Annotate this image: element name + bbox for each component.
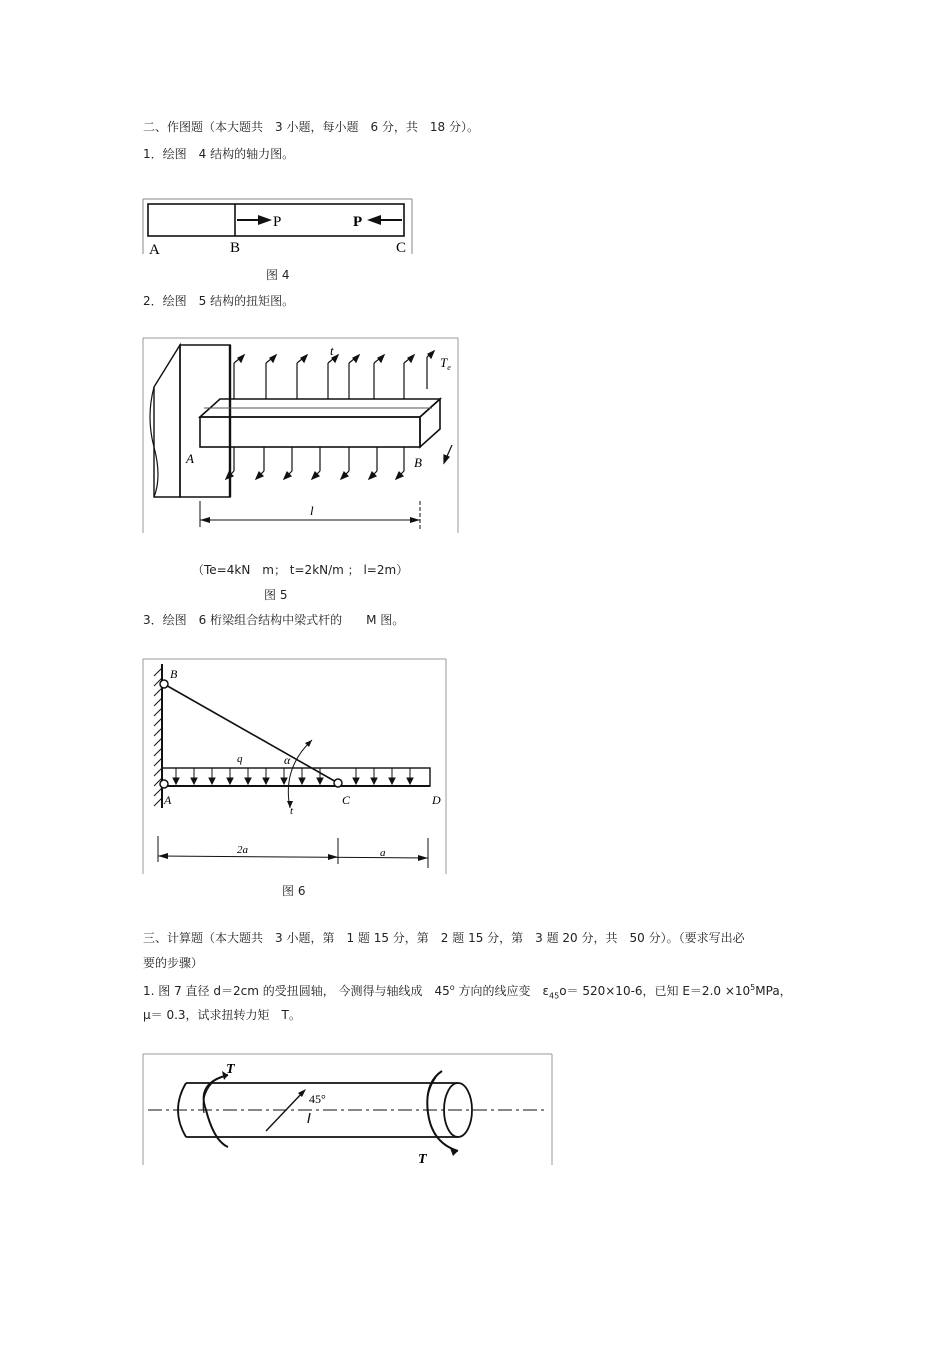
dim-a: a	[380, 847, 386, 859]
figure-6	[142, 658, 450, 878]
figure-4-caption: 图 4	[266, 268, 290, 282]
label-a: A	[149, 242, 160, 258]
section-3-heading: 三、计算题（本大题共 3 小题，第 1 题 15 分，第 2 题 15 分，第 3 题 20 分，共 50 分）。（要求写出必	[143, 931, 745, 945]
figure-4	[140, 196, 420, 260]
label-d: D	[432, 793, 441, 807]
figure-5-params: （Te=4kN m； t=2kN/m ； l=2m）	[192, 563, 409, 577]
label-b: B	[170, 667, 178, 681]
figure-5	[142, 337, 462, 537]
label-b: B	[414, 455, 422, 470]
label-c: C	[342, 793, 351, 807]
figure-7	[142, 1053, 556, 1169]
label-l: l	[310, 503, 314, 518]
figure-5-caption: 图 5	[264, 588, 288, 602]
label-t-top: T	[226, 1062, 235, 1077]
label-t-bottom: T	[418, 1152, 427, 1167]
problem-1-text: 1. 图 7 直径 d＝2cm 的受扭圆轴， 今测得与轴线成 45$^o$ 方向的线应变 $\varepsilon_{45}o= 520\times 10-6$，已知 $E=2.0 \times 10^5MPa$，	[143, 983, 792, 1001]
label-alpha: α	[284, 753, 291, 767]
force-label-p2: P	[353, 214, 363, 230]
question-1-text: 1．绘图 4 结构的轴力图。	[143, 147, 295, 161]
label-a: A	[164, 793, 172, 807]
figure-6-caption: 图 6	[282, 884, 306, 898]
force-label-p1: P	[273, 214, 282, 230]
label-angle: 45°	[309, 1092, 326, 1106]
label-c: C	[396, 240, 407, 256]
section-3-heading-cont: 要的步骤）	[143, 956, 204, 970]
question-3-text: 3．绘图 6 桁梁组合结构中梁式杆的 M 图。	[143, 613, 405, 627]
label-te: $T_e$	[440, 355, 451, 372]
label-t: t	[330, 343, 334, 358]
label-a: A	[186, 451, 194, 466]
dim-2a: 2a	[237, 844, 248, 856]
problem-1-text-cont: μ＝ 0.3，试求扭转力矩 T。	[143, 1008, 301, 1022]
question-2-text: 2．绘图 5 结构的扭矩图。	[143, 294, 295, 308]
label-q: q	[237, 753, 243, 765]
label-b: B	[230, 240, 241, 256]
label-t: t	[290, 805, 294, 817]
section-2-heading: 二、作图题（本大题共 3 小题，每小题 6 分，共 18 分）。	[143, 120, 479, 134]
